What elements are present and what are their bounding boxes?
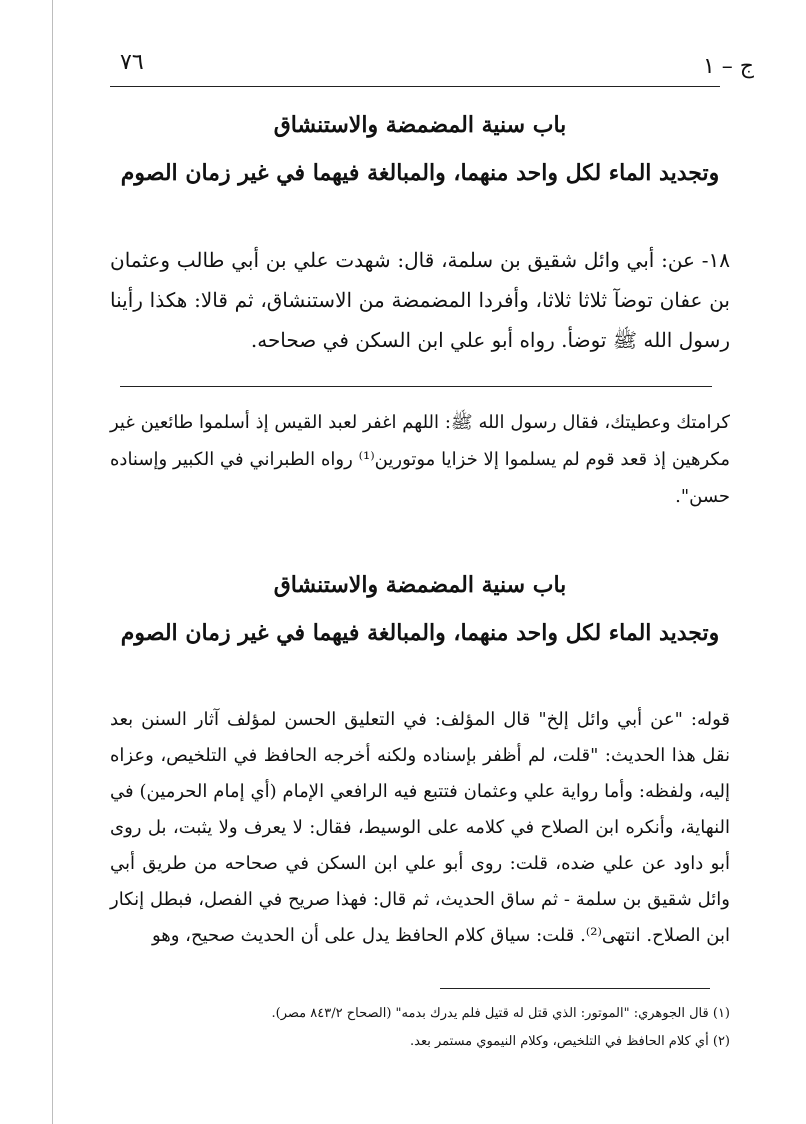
page-number: ٧٦ — [120, 50, 144, 75]
hadith-text: ١٨- عن: أبي وائل شقيق بن سلمة، قال: شهدت علي بن أبي طالب وعثمان بن عفان توضآ ثلاثا ثلاثا، وأفردا المضمضة من الاستنشاق، ثم قالا: هكذا رأينا رسول الله ﷺ توضأ. رواه أبو علي ابن السكن في صحاحه. — [110, 248, 730, 352]
commentary-text: قوله: "عن أبي وائل إلخ" قال المؤلف: في التعليق الحسن لمؤلف آثار السنن بعد نقل هذا الحديث: "قلت، لم أظفر بإسناده ولكنه أخرجه الحافظ في التلخيص، وعزاه إليه، ولفظه: وأما رواية علي وعثمان فتتبع فيه الرافعي الإمام (أي إمام الحرمين) في النهاية، وأنكره ابن الصلاح في كلامه على الوسيط، فقال: لا يعرف ولا يثبت، بل روى أبو داود عن علي ضده، قلت: روى أبو علي ابن السكن في صحاحه من طريق أبي وائل شقيق بن سلمة - ثم ساق الحديث، ثم قال: فهذا صريح في الفصل، فبطل إنكار ابن الصلاح. انتهى⁽²⁾. قلت: سياق كلام الحافظ يدل على أن الحديث صحيح، وهو — [110, 709, 730, 946]
commentary-block — [110, 702, 730, 954]
text-divider — [120, 386, 712, 387]
chapter-heading-commentary — [110, 572, 730, 646]
hadith-block — [110, 240, 730, 360]
chapter-heading-main — [110, 112, 730, 186]
carryover-block — [110, 404, 730, 515]
page-header — [110, 50, 754, 87]
footnote-1: (١) قال الجوهري: "الموتور: الذي قتل له قتيل فلم يدرك بدمه" (الصحاح ٨٤٣/٢ مصر). — [271, 1006, 730, 1021]
carryover-text: كرامتك وعطيتك، فقال رسول الله ﷺ: اللهم اغفر لعبد القيس إذ أسلموا طائعين غير مكرهين إذ قعد قوم لم يسلموا إلا خزايا موتورين⁽¹⁾ رواه الطبراني في الكبير وإسناده حسن". — [110, 412, 730, 507]
chapter-title-line2: وتجديد الماء لكل واحد منهما، والمبالغة فيهما في غير زمان الصوم — [120, 160, 720, 186]
chapter-title-line1: باب سنية المضمضة والاستنشاق — [273, 112, 567, 138]
footnotes — [110, 1002, 730, 1054]
footnote-2: (٢) أي كلام الحافظ في التلخيص، وكلام النيموي مستمر بعد. — [410, 1034, 730, 1049]
binding-line — [52, 0, 53, 1124]
commentary-title-line1: باب سنية المضمضة والاستنشاق — [273, 572, 567, 598]
footnote-divider — [440, 988, 710, 989]
commentary-title-line2: وتجديد الماء لكل واحد منهما، والمبالغة فيهما في غير زمان الصوم — [120, 620, 720, 646]
part-label: ج – ١ — [702, 54, 754, 79]
